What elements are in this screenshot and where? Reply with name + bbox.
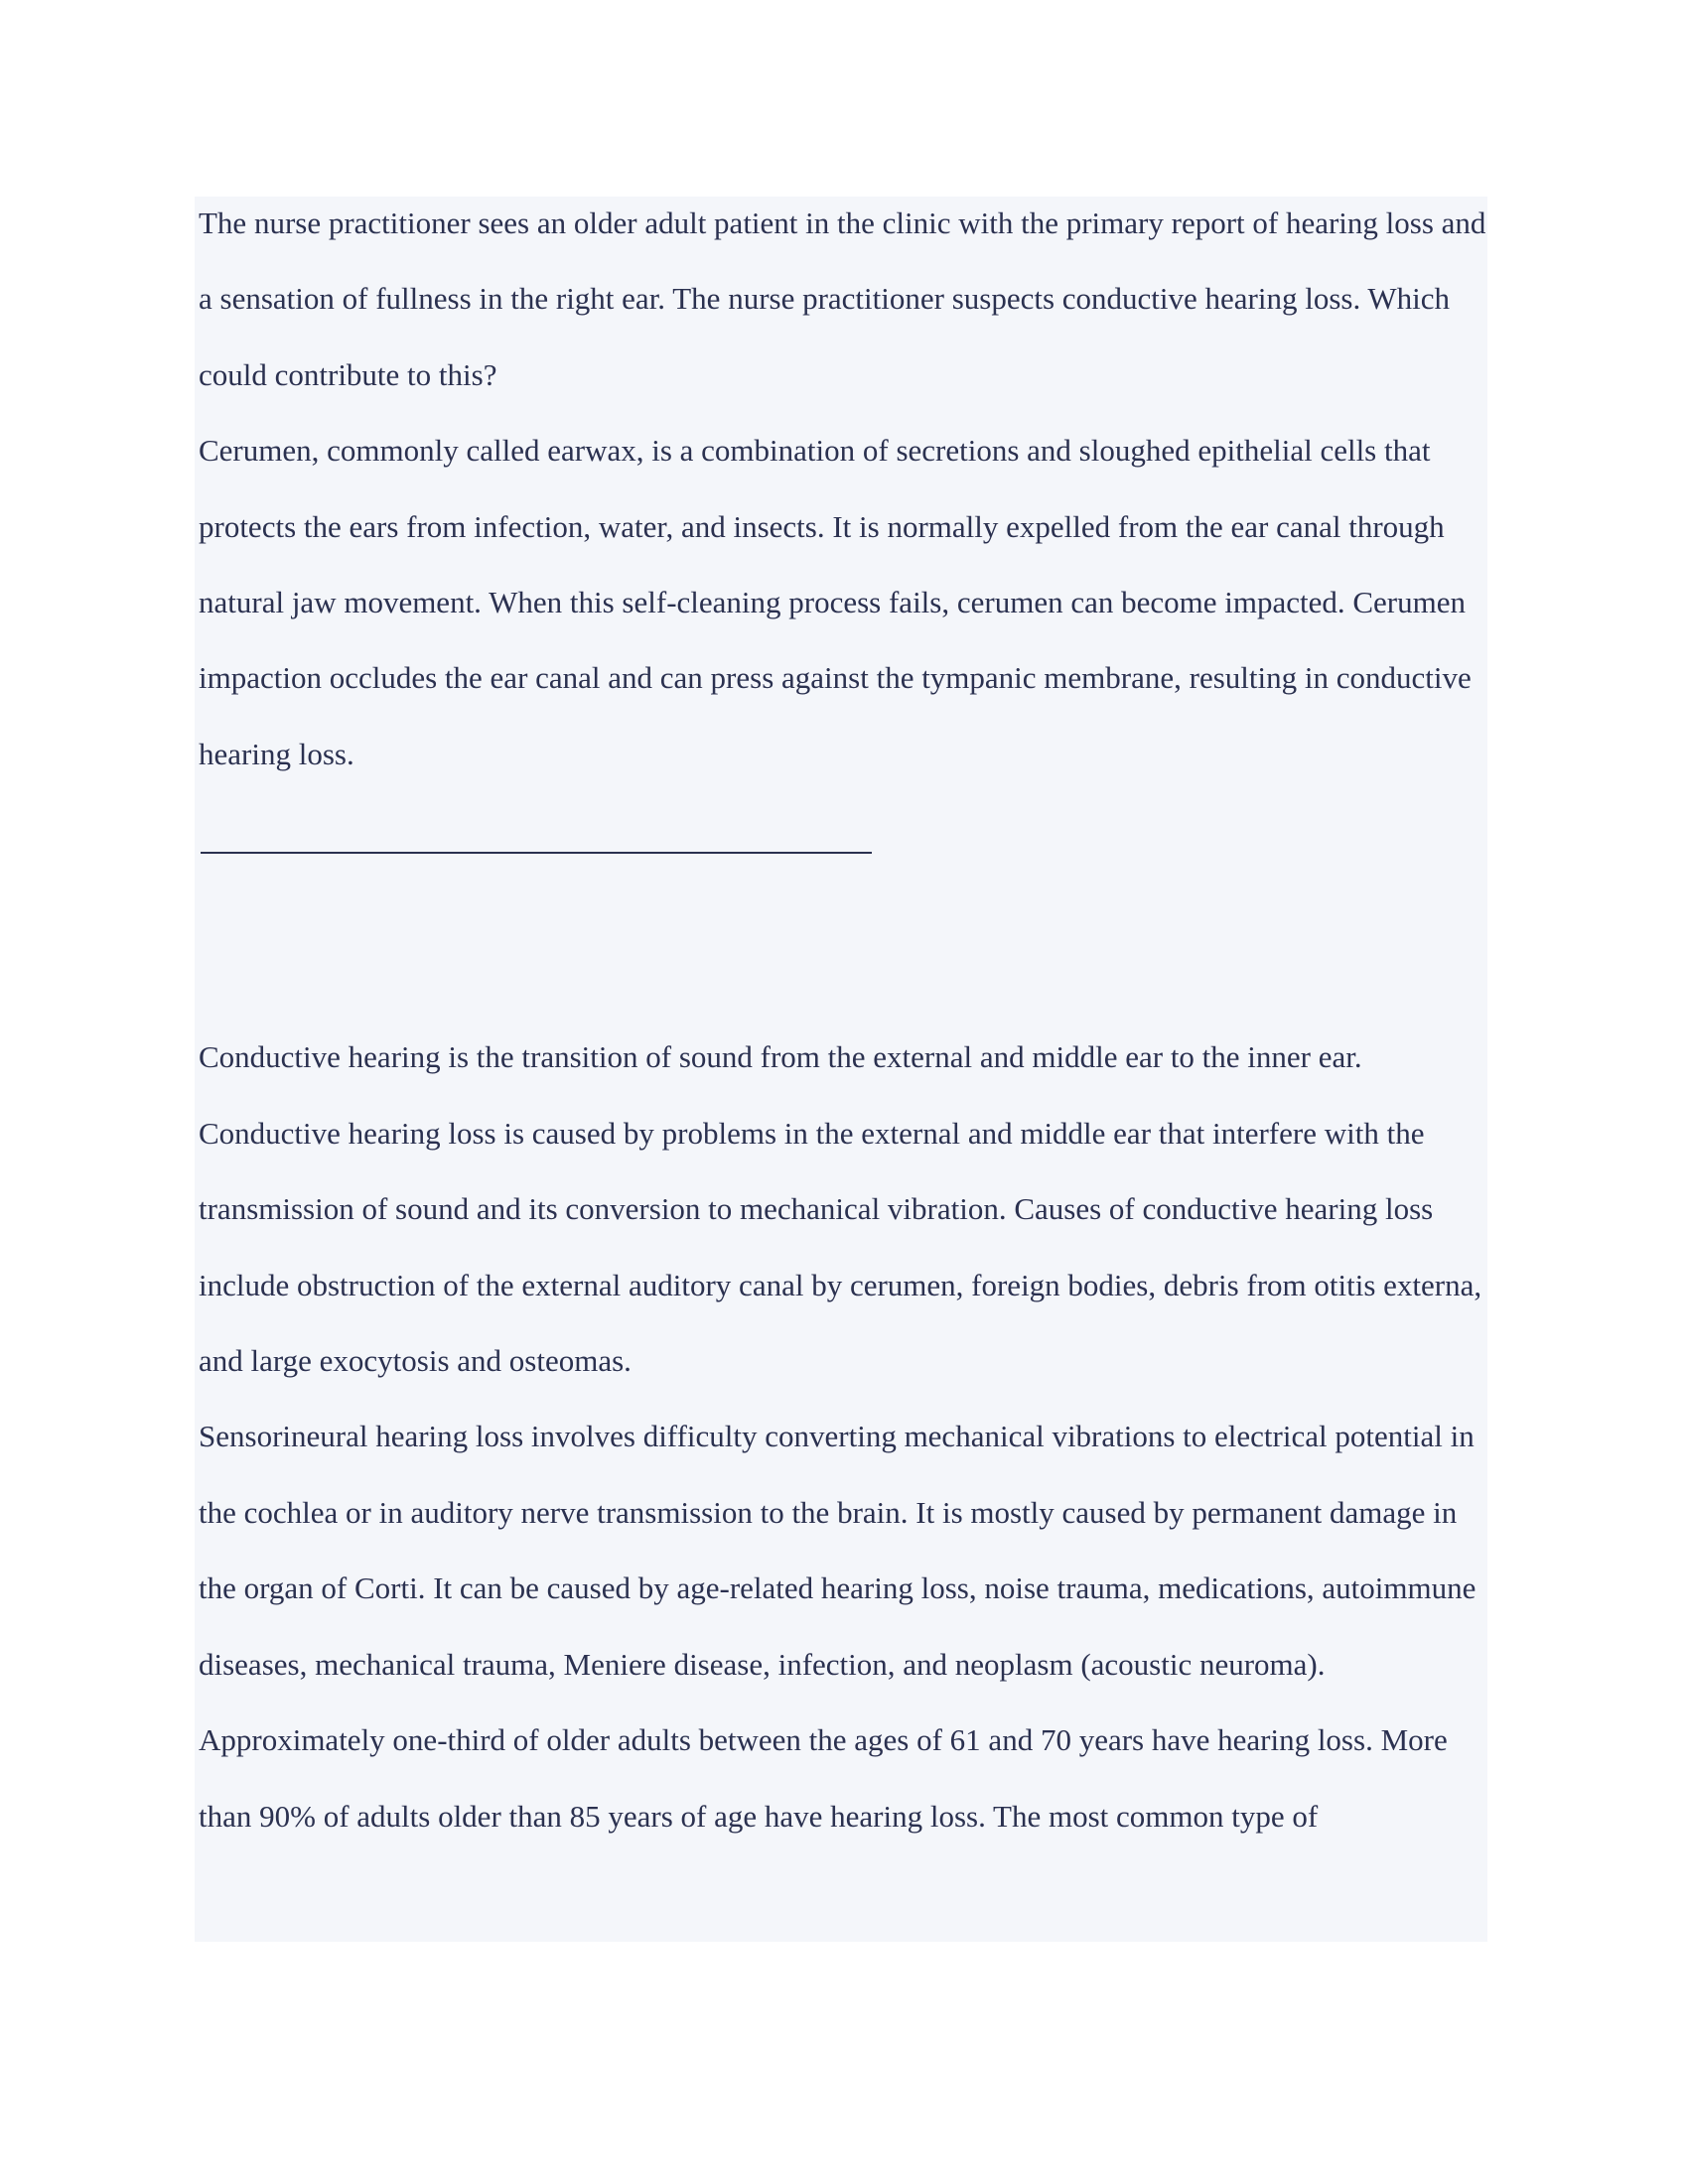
rationale-paragraph-prevalence: Approximately one-third of older adults between the ages of 61 and 70 years have hearing loss. More than 90% of adults older than 85 years of age have hearing loss. The most common type of xyxy=(199,1722,1448,1834)
separator-line xyxy=(201,792,872,868)
rationale-paragraph-conductive: Conductive hearing is the transition of sound from the external and middle ear to the inner ear. Conductive hearing loss is caused by problems in the external and middle ear that interfere with the transmission of sound and its conversion to mechanical vibration. Causes of conductive hearing loss include obstruction of the external auditory canal by cerumen, foreign bodies, debris from otitis externa, and large exocytosis and osteomas. xyxy=(199,1039,1482,1379)
separator-rule xyxy=(201,852,872,854)
rationale-paragraph-sensorineural: Sensorineural hearing loss involves difficulty converting mechanical vibrations to electrical potential in the cochlea or in auditory nerve transmission to the brain. It is mostly caused by permanent damage in the organ of Corti. It can be caused by age-related hearing loss, noise trauma, medications, autoimmune diseases, mechanical trauma, Meniere disease, infection, and neoplasm (acoustic neuroma). xyxy=(199,1419,1477,1682)
answer-paragraph: Cerumen, commonly called earwax, is a combination of secretions and sloughed epithelial cells that protects the ears from infection, water, and insects. It is normally expelled from the ear canal through natural jaw movement. When this self-cleaning process fails, cerumen can become impacted. Cerumen impaction occludes the ear canal and can press against the tympanic membrane, resulting in conductive hearing loss. xyxy=(199,433,1472,771)
question-paragraph: The nurse practitioner sees an older adult patient in the clinic with the primary report of hearing loss and a sensation of fullness in the right ear. The nurse practitioner suspects conductive hearing loss. Which could contribute to this? xyxy=(199,205,1486,392)
document-text xyxy=(199,186,1489,1854)
separator-area xyxy=(199,792,1489,944)
blank-line xyxy=(199,944,1489,1020)
